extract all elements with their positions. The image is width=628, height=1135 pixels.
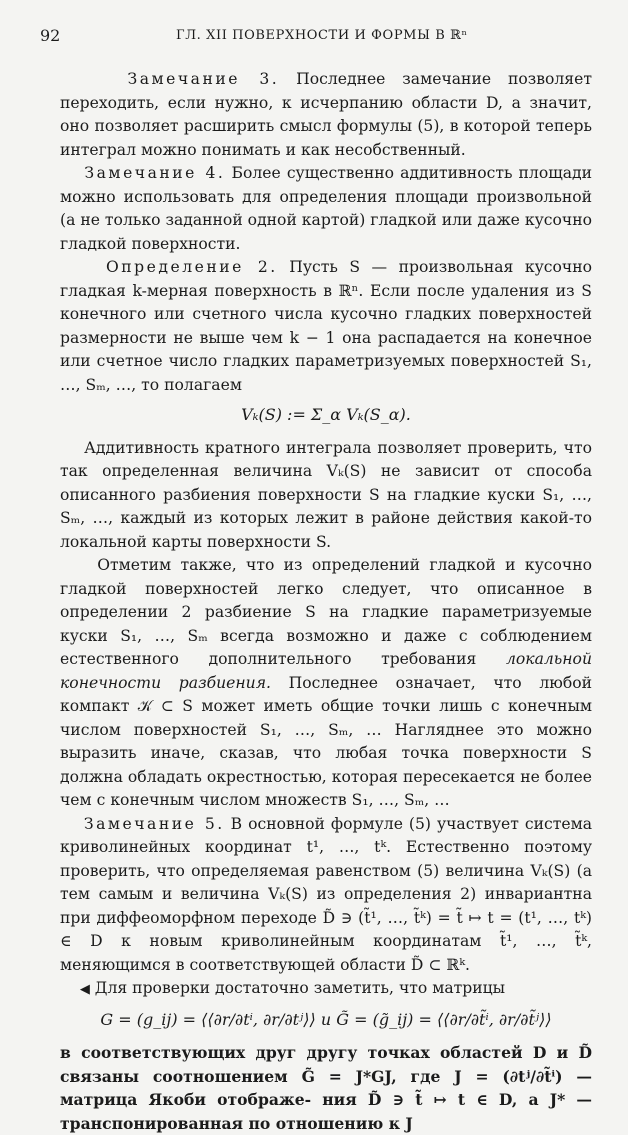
proof-start: [60, 977, 592, 1002]
paragraph-final-line-3: ния D̃ ∋ t̃ ↦ t ∈ D, а J* — транспонированная по отношению к J: [60, 1090, 592, 1133]
proof-marker-icon: ◀: [79, 982, 90, 997]
remark-3-text: Последнее замечание позволяет переходить, если нужно, к исчерпанию области D, а значит, оно позволяет расширить смысл формулы (5), в которой теперь интеграл можно понимать и как несобственный.: [60, 70, 592, 159]
paragraph-additivity: [60, 437, 592, 555]
remark-5-text: В основной формуле (5) участвует система криволинейных координат t¹, …, tᵏ. Естественно поэтому проверить, что определяемая равенством (5) величина Vₖ(S) (а тем самым и величина Vₖ(S) из определения 2) инвариантна при диффеоморфном переходе D̃ ∋ (t̃¹, …, t̃ᵏ) = t̃ ↦ t = (t¹, …, tᵏ) ∈ D к новым криволинейным координатам t̃¹, …, t̃ᵏ, меняющимся в соответствующей области D̃ ⊂ ℝᵏ.: [60, 814, 593, 974]
remark-5-title: Замечание 5.: [83, 814, 225, 833]
paragraph-final-line-1: в соответствующих друг другу точках областей D и D̃ связаны: [60, 1043, 592, 1086]
remark-4-title: Замечание 4.: [84, 164, 226, 182]
running-head: ГЛ. XII ПОВЕРХНОСТИ И ФОРМЫ В ℝⁿ: [176, 28, 468, 43]
page-number: 92: [40, 26, 61, 45]
proof-start-text: Для проверки достаточно заметить, что матрицы: [94, 979, 506, 997]
page-header: [40, 26, 588, 46]
paragraph-note-italic-term: локальной конечности разбиения.: [60, 650, 592, 692]
paragraph-note: [60, 554, 592, 813]
remark-4: [60, 162, 592, 256]
definition-2-title: Определение 2.: [105, 258, 278, 276]
formula-vk: Vₖ(S) := Σ_α Vₖ(S_α).: [241, 405, 411, 424]
remark-3-title: Замечание 3.: [127, 70, 280, 88]
paragraph-additivity-text: Аддитивность кратного интеграла позволяет проверить, что так определенная величина Vₖ(S) не зависит от способа описанного разбиения поверхности S на гладкие куски S₁, …, Sₘ, …, каждый из которых лежит в районе действия какой-то локальной карты поверхности S.: [60, 438, 592, 551]
paragraph-note-before: Отметим также, что из определений гладкой и кусочно гладкой поверхностей легко следует, что описанное в определении 2 разбиение S на гладкие параметризуемые куски S₁, …, Sₘ всегда возможно и даже с соблюдением естественного дополнительного требования: [60, 556, 592, 668]
remark-5: [60, 813, 592, 978]
definition-2: [60, 256, 592, 397]
remark-3: [60, 68, 592, 162]
paragraph-final-line-2: соотношением G̃ = J*GJ, где J = (∂tʲ/∂t̃ⁱ) — матрица Якоби отображе-: [60, 1066, 592, 1109]
paragraph-final: [60, 1041, 592, 1135]
paragraph-note-after: Последнее означает, что любой компакт 𝒦 ⊂ S может иметь общие точки лишь с конечным числом поверхностей S₁, …, Sₘ, … Нагляднее это можно выразить иначе, сказав, что любая точка поверхности S должна обладать окрестностью, которая пересекается не более чем с конечным числом множеств S₁, …, Sₘ, …: [60, 673, 593, 809]
formula-g: G = (g_ij) = ⟨⟨∂r/∂tⁱ, ∂r/∂tʲ⟩⟩ и G̃ = (g̃_ij) = ⟨⟨∂r/∂t̃ⁱ, ∂r/∂t̃ʲ⟩⟩: [100, 1009, 552, 1029]
main-text: [60, 68, 592, 1135]
definition-2-text: Пусть S — произвольная кусочно гладкая k-мерная поверхность в ℝⁿ. Если после удаления из S конечного или счетного числа кусочно гладких поверхностей размерности не выше чем k − 1 она распадается на конечное или счетное число гладких параметризуемых поверхностей S₁, …, Sₘ, …, то полагаем: [60, 258, 592, 394]
remark-4-text: Более существенно аддитивность площади можно использовать для определения площади произвольной (а не только заданной одной картой) гладкой или даже кусочно гладкой поверхности.: [60, 164, 593, 253]
